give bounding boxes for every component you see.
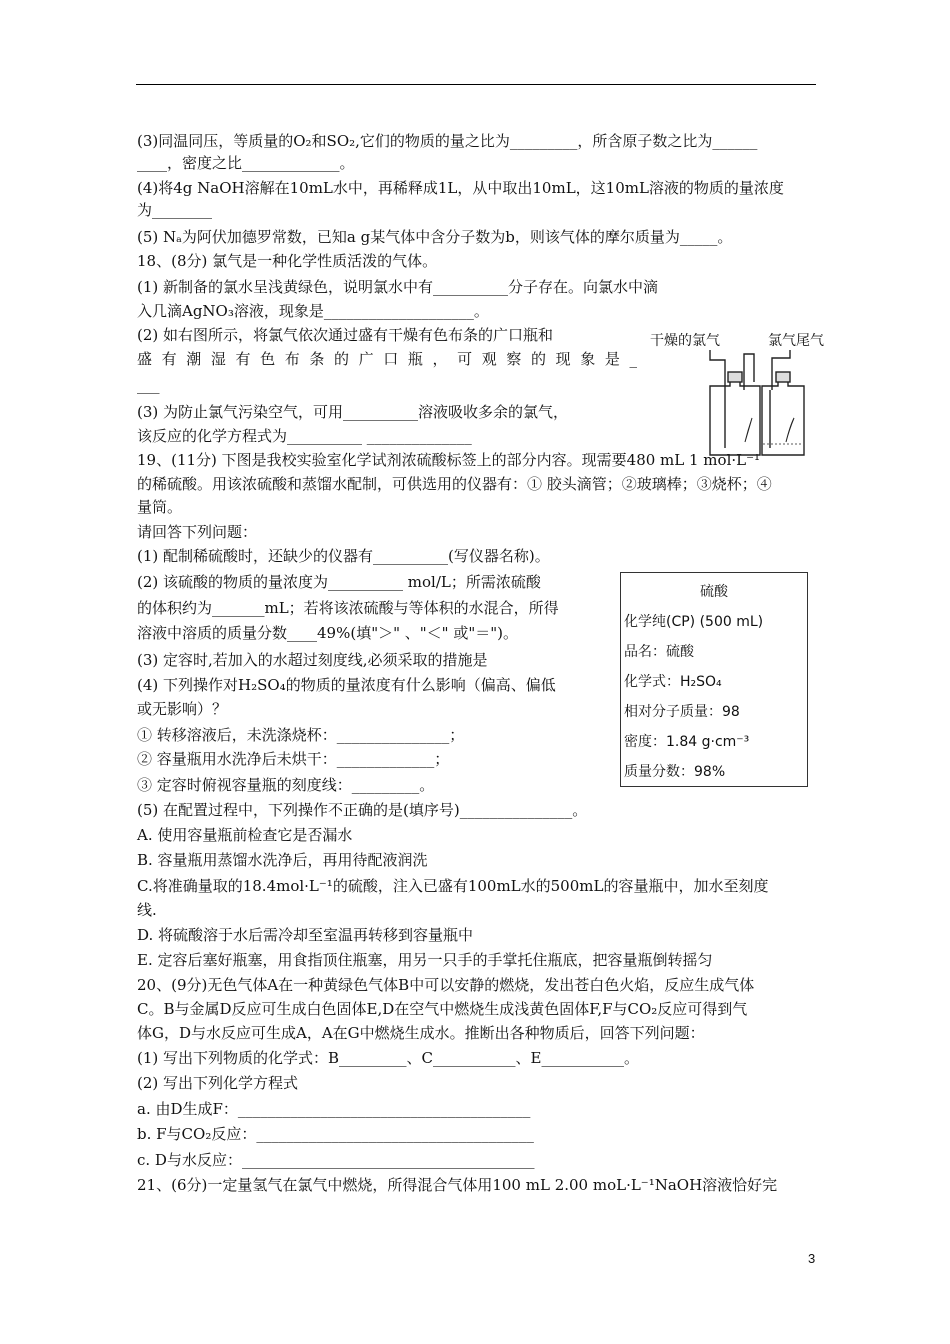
justified-char: 布 [284, 350, 300, 368]
text-line-q18-1b: 入几滴AgNO₃溶液，现象是____________________。 [137, 302, 489, 320]
justified-char: 是 [604, 350, 620, 368]
text-line-q20-1: (1) 写出下列物质的化学式：B_________、C___________、E___________。 [137, 1049, 639, 1067]
text-line-q19-5C1: C.将准确量取的18.4mol·L⁻¹的硫酸，注入已盛有100mL水的500mL的容量瓶中，加水至刻度 [137, 877, 769, 895]
text-line-q19-2b: 的体积约为_______mL；若将该浓硫酸与等体积的水混合，所得 [137, 599, 559, 617]
text-line-q20c: 体G，D与水反应可生成A，A在G中燃烧生成水。推断出各种物质后，回答下列问题： [137, 1024, 705, 1042]
justified-char: 广 [358, 350, 374, 368]
justified-char: ， [432, 350, 448, 368]
q18-2b-line [137, 349, 637, 369]
justified-char: 观 [481, 350, 497, 368]
text-line-q17-5: (5) Nₐ为阿伏加德罗常数，已知a g某气体中含分子数为b，则该气体的摩尔质量为_____。 [137, 228, 733, 246]
text-line-q19-2a: (2) 该硫酸的物质的量浓度为__________ mol/L；所需浓硫酸 [137, 573, 541, 591]
text-line-q19-4b: 或无影响）？ [137, 700, 228, 718]
text-line-q19-3: (3) 定容时,若加入的水超过刻度线,必须采取的措施是 [137, 651, 488, 669]
text-line-q19b: 的稀硫酸。用该浓硫酸和蒸馏水配制，可供选用的仪器有：① 胶头滴管；②玻璃棒；③烧杯；④ [137, 475, 772, 493]
gas-washing-bottles-drawing [650, 330, 850, 460]
justified-char: 有 [161, 350, 177, 368]
text-line-q19d: 请回答下列问题： [137, 523, 258, 541]
chlorine-tail-gas-label: 氯气尾气 [768, 333, 824, 349]
justified-char: 可 [457, 350, 473, 368]
text-line-q19-5C2: 线. [137, 901, 157, 919]
justified-char: 盛 [137, 350, 153, 368]
text-line-q19-5B: B. 容量瓶用蒸馏水洗净后，再用待配液润洗 [137, 851, 428, 869]
label-molar-mass: 相对分子质量：98 [624, 704, 740, 720]
text-line-q20-2a: a. 由D生成F：_______________________________________ [137, 1100, 531, 1118]
label-title: 硫酸 [700, 584, 728, 600]
justified-char: 湿 [210, 350, 226, 368]
justified-char: 现 [555, 350, 571, 368]
justified-char: _ [629, 350, 637, 368]
label-product-name: 品名：硫酸 [624, 644, 694, 660]
label-mass-fraction: 质量分数：98% [624, 764, 726, 780]
text-line-q17-4b: 为________ [137, 201, 213, 219]
text-line-q17-4a: (4)将4g NaOH溶解在10mL水中，再稀释成1L，从中取出10mL，这10mL溶液的物质的量浓度 [137, 179, 784, 197]
text-line-q18-2a: (2) 如右图所示，将氯气依次通过盛有干燥有色布条的广口瓶和 [137, 326, 554, 344]
justified-char: 的 [334, 350, 350, 368]
text-line-q18: 18、(8分) 氯气是一种化学性质活泼的气体。 [137, 252, 438, 270]
chlorine-apparatus-figure [650, 330, 850, 460]
label-formula: 化学式：H₂SO₄ [624, 674, 722, 690]
text-line-q19-2c: 溶液中溶质的质量分数____49%(填"＞" 、"＜" 或"＝")。 [137, 624, 518, 642]
header-rule [136, 84, 816, 85]
text-line-q19-5A: A. 使用容量瓶前检查它是否漏水 [137, 826, 353, 844]
justified-char: 口 [383, 350, 399, 368]
text-line-q19-4a: (4) 下列操作对H₂SO₄的物质的量浓度有什么影响（偏高、偏低 [137, 676, 556, 694]
justified-char: 有 [235, 350, 251, 368]
justified-char: 象 [580, 350, 596, 368]
text-line-q19-4e: ③ 定容时俯视容量瓶的刻度线：_________。 [137, 776, 435, 794]
text-line-q17-3a: (3)同温同压，等质量的O₂和SO₂,它们的物质的量之比为_________，所含原子数之比为______ [137, 132, 758, 150]
label-density: 密度：1.84 g·cm⁻³ [624, 734, 750, 750]
text-line-q18-3b: 该反应的化学方程式为__________ ______________ [137, 427, 472, 445]
text-line-q18-3a: (3) 为防止氯气污染空气，可用__________溶液吸收多余的氯气， [137, 403, 569, 421]
text-line-q19-4d: ② 容量瓶用水洗净后未烘干：_____________； [137, 750, 450, 768]
page-number: 3 [808, 1251, 816, 1266]
justified-char: 察 [506, 350, 522, 368]
sulfuric-acid-reagent-label [620, 572, 808, 787]
text-line-q21: 21、(6分)一定量氢气在氯气中燃烧，所得混合气体用100 mL 2.00 moL·L⁻¹NaOH溶液恰好完 [137, 1176, 778, 1194]
text-line-q20b: C。B与金属D反应可生成白色固体E,D在空气中燃烧生成浅黄色固体F,F与CO₂反应可得到气 [137, 1000, 748, 1018]
text-line-q20a: 20、(9分)无色气体A在一种黄绿色气体B中可以安静的燃烧，发出苍白色火焰，反应生成气体 [137, 976, 755, 994]
justified-char: 的 [531, 350, 547, 368]
dry-chlorine-label: 干燥的氯气 [650, 333, 720, 349]
text-line-q19-5E: E. 定容后塞好瓶塞，用食指顶住瓶塞，用另一只手的手掌托住瓶底，把容量瓶倒转摇匀 [137, 951, 713, 969]
text-line-q19a: 19、(11分) 下图是我校实验室化学试剂浓硫酸标签上的部分内容。现需要480 mL 1 mol·L⁻¹ [137, 451, 761, 469]
label-grade: 化学纯(CP) (500 mL) [624, 614, 764, 630]
text-line-q20-2b: b. F与CO₂反应：_____________________________________ [137, 1125, 534, 1143]
justified-char: 潮 [186, 350, 202, 368]
text-line-q19c: 量筒。 [137, 498, 183, 516]
text-line-q19-1: (1) 配制稀硫酸时，还缺少的仪器有__________(写仪器名称)。 [137, 547, 550, 565]
text-line-q18-1a: (1) 新制备的氯水呈浅黄绿色，说明氯水中有__________分子存在。向氯水中滴 [137, 278, 659, 296]
justified-char: 瓶 [407, 350, 423, 368]
text-line-q19-5D: D. 将硫酸溶于水后需冷却至室温再转移到容量瓶中 [137, 926, 474, 944]
text-line-q17-3b: ____，密度之比_____________。 [137, 154, 355, 172]
text-line-q20-2: (2) 写出下列化学方程式 [137, 1074, 299, 1092]
text-line-q19-4c: ① 转移溶液后，未洗涤烧杯：_______________； [137, 726, 465, 744]
text-line-q19-5: (5) 在配置过程中，下列操作不正确的是(填序号)_______________。 [137, 801, 588, 819]
justified-char: 色 [260, 350, 276, 368]
justified-char: 条 [309, 350, 325, 368]
text-line-q18-2c: ___ [137, 376, 160, 394]
text-line-q20-2c: c. D与水反应：_______________________________________ [137, 1151, 535, 1169]
